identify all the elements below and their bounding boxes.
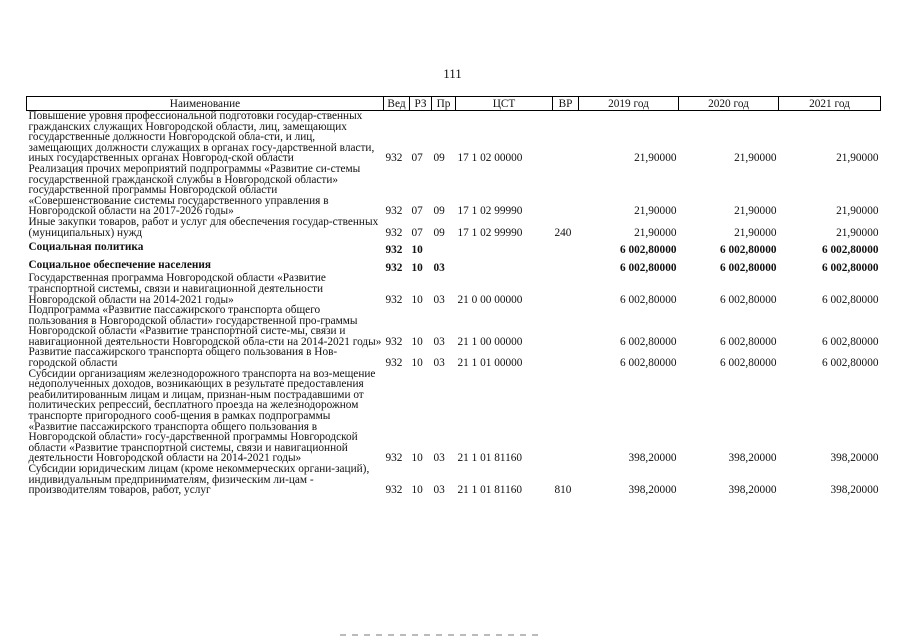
table-row <box>27 347 881 368</box>
row-pr: 03 <box>433 261 445 274</box>
row-2021: 21,90000 <box>836 152 879 165</box>
row-2021: 398,20000 <box>830 452 879 465</box>
row-pr: 03 <box>433 335 445 348</box>
row-2020: 6 002,80000 <box>720 335 777 348</box>
row-2020: 6 002,80000 <box>720 244 777 257</box>
table-row <box>27 164 881 217</box>
row-cst: 17 1 02 99990 <box>457 226 523 239</box>
row-name: Социальное обеспечение населения <box>28 258 211 271</box>
page-number: 111 <box>443 66 462 81</box>
row-2020: 6 002,80000 <box>720 293 777 306</box>
row-cst: 21 1 01 81160 <box>457 484 523 497</box>
row-rz: 10 <box>411 335 423 348</box>
row-cst <box>456 256 553 274</box>
table-row <box>27 217 881 238</box>
row-cst: 21 1 01 00000 <box>457 357 523 370</box>
row-rz: 07 <box>411 152 423 165</box>
row-ved: 932 <box>385 452 403 465</box>
table-row <box>27 256 881 274</box>
row-pr: 09 <box>433 205 445 218</box>
row-rz: 10 <box>411 244 423 257</box>
row-ved: 932 <box>385 293 403 306</box>
row-name: Подпрограмма «Развитие пассажирского транспорта общего пользования в Новгородской области» государственной про-граммы Новгородской области «Развитие транспортной систе-мы, связи и навигационной деятельности Новгородской обла-сти на 2014-2021 годы» <box>28 304 382 348</box>
row-ved: 932 <box>385 484 403 497</box>
row-2019: 6 002,80000 <box>620 335 677 348</box>
row-pr: 03 <box>433 293 445 306</box>
row-cst: 21 1 00 00000 <box>457 335 523 348</box>
row-vr: 240 <box>554 226 572 239</box>
row-2021: 6 002,80000 <box>822 357 879 370</box>
row-rz: 07 <box>411 205 423 218</box>
header-cst: ЦСТ <box>456 97 553 111</box>
row-2020: 21,90000 <box>734 226 777 239</box>
row-rz: 10 <box>411 484 423 497</box>
row-name: Иные закупки товаров, работ и услуг для обеспечения государ-ственных (муниципальных) нужд <box>28 215 379 239</box>
table-row <box>27 369 881 464</box>
row-cst: 17 1 02 00000 <box>457 152 523 165</box>
row-2021: 398,20000 <box>830 484 879 497</box>
row-2021: 21,90000 <box>836 205 879 218</box>
row-ved: 932 <box>385 335 403 348</box>
row-pr: 03 <box>433 484 445 497</box>
row-pr <box>432 238 456 256</box>
row-name: Субсидии организациям железнодорожного транспорта на воз-мещение недополученных доходов, возникающих в результате предоставления реабилитированным лицам и лицам, признан-ным пострадавшими от политических репрессий, бесплатного проезда на железнодорожном транспорте пригородного сооб-щения в рамках подпрограммы «Развитие пассажирского транспорта общего пользования в Новгородской области» госу-дарственной программы Новгородской области «Развитие транспортной системы, связи и навигационной деятельности Новгородской области на 2014-2021 годы» <box>28 367 376 465</box>
row-2020: 21,90000 <box>734 205 777 218</box>
row-cst <box>456 238 553 256</box>
row-ved: 932 <box>385 244 403 257</box>
row-cst: 17 1 02 99990 <box>457 205 523 218</box>
row-rz: 07 <box>411 226 423 239</box>
row-2019: 21,90000 <box>634 226 677 239</box>
row-vr <box>553 305 579 347</box>
row-2019: 21,90000 <box>634 152 677 165</box>
row-name: Государственная программа Новгородской области «Развитие транспортной системы, связи и навигационной деятельности Новгородской области на 2014-2021 годы» <box>28 272 326 306</box>
row-2020: 398,20000 <box>728 484 777 497</box>
row-vr: 810 <box>554 484 572 497</box>
row-2019: 6 002,80000 <box>620 244 677 257</box>
row-vr <box>553 111 579 164</box>
table-row <box>27 273 881 305</box>
row-name: Субсидии юридическим лицам (кроме некоммерческих органи-заций), индивидуальным предпринимателям, физическим ли-цам - производителям товаров, работ, услуг <box>28 463 370 497</box>
row-2021: 6 002,80000 <box>822 335 879 348</box>
row-rz: 10 <box>411 261 423 274</box>
row-name: Развитие пассажирского транспорта общего пользования в Нов-городской области <box>28 346 338 370</box>
row-pr: 03 <box>433 357 445 370</box>
row-2019: 6 002,80000 <box>620 357 677 370</box>
row-ved: 932 <box>385 226 403 239</box>
row-2019: 6 002,80000 <box>620 261 677 274</box>
header-vr: ВР <box>553 97 579 111</box>
header-2019: 2019 год <box>579 97 679 111</box>
row-pr: 09 <box>433 152 445 165</box>
row-vr <box>553 369 579 464</box>
header-ved: Вед <box>384 97 410 111</box>
row-2020: 6 002,80000 <box>720 357 777 370</box>
row-vr <box>553 256 579 274</box>
row-2019: 21,90000 <box>634 205 677 218</box>
row-2019: 398,20000 <box>628 452 677 465</box>
table-row <box>27 464 881 496</box>
row-2019: 6 002,80000 <box>620 293 677 306</box>
row-2021: 21,90000 <box>836 226 879 239</box>
header-2021: 2021 год <box>779 97 881 111</box>
row-ved: 932 <box>385 261 403 274</box>
row-2020: 6 002,80000 <box>720 261 777 274</box>
row-pr: 09 <box>433 226 445 239</box>
row-vr <box>553 238 579 256</box>
row-name: Повышение уровня профессиональной подготовки государ-ственных гражданских служащих Новгородской области, лиц, замещающих государственные должности Новгородской обла-сти, и лиц, замещающих должности служащих в органах госу-дарственной власти, иных государственных органах Новгород-ской области <box>28 110 375 165</box>
row-ved: 932 <box>385 152 403 165</box>
header-rz: РЗ <box>410 97 432 111</box>
row-pr: 03 <box>433 452 445 465</box>
row-2020: 398,20000 <box>728 452 777 465</box>
table-row <box>27 238 881 256</box>
table-row <box>27 305 881 347</box>
row-2019: 398,20000 <box>628 484 677 497</box>
row-ved: 932 <box>385 205 403 218</box>
row-rz: 10 <box>411 357 423 370</box>
row-vr <box>553 347 579 368</box>
header-pr: Пр <box>432 97 456 111</box>
row-rz: 10 <box>411 452 423 465</box>
row-name: Реализация прочих мероприятий подпрограммы «Развитие си-стемы государственной гражданской службы в Новгородской области» государственной программы Новгородской области «Совершенствование системы государственного управления в Новгородской области на 2017-2026 годы» <box>28 162 361 218</box>
header-name: Наименование <box>27 97 384 111</box>
budget-table <box>26 96 881 496</box>
scan-artifact <box>340 634 540 636</box>
row-cst: 21 0 00 00000 <box>457 293 523 306</box>
row-2021: 6 002,80000 <box>822 293 879 306</box>
table-row <box>27 111 881 164</box>
header-row <box>27 97 881 111</box>
row-2020: 21,90000 <box>734 152 777 165</box>
row-2021: 6 002,80000 <box>822 244 879 257</box>
row-cst: 21 1 01 81160 <box>457 452 523 465</box>
row-2021: 6 002,80000 <box>822 261 879 274</box>
row-vr <box>553 273 579 305</box>
row-vr <box>553 164 579 217</box>
header-2020: 2020 год <box>679 97 779 111</box>
row-rz: 10 <box>411 293 423 306</box>
row-name: Социальная политика <box>28 241 144 254</box>
row-ved: 932 <box>385 357 403 370</box>
